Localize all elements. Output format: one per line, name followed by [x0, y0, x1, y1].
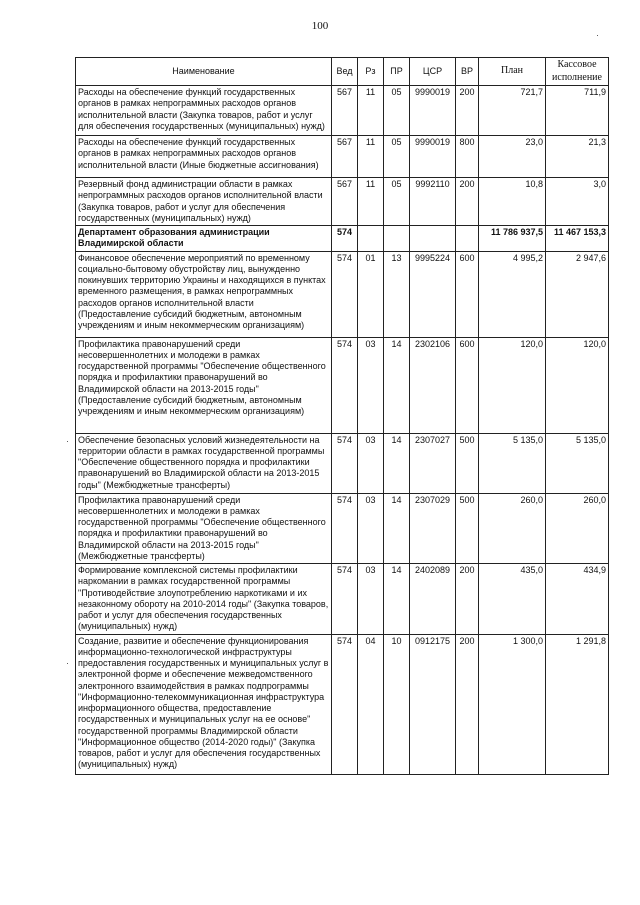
cell-csr: 9995224	[410, 251, 456, 337]
cell-pr: 14	[384, 493, 410, 564]
header-csr: ЦСР	[410, 58, 456, 86]
cell-plan: 4 995,2	[479, 251, 546, 337]
page-number: 100	[311, 20, 329, 32]
table-row	[76, 226, 609, 252]
cell-cash: 434,9	[546, 564, 609, 635]
cell-name: Департамент образования администрации Владимирской области	[76, 226, 332, 252]
cell-rz: 04	[358, 634, 384, 774]
cell-vr: 800	[456, 136, 479, 178]
cell-pr: 13	[384, 251, 410, 337]
cell-vr: 500	[456, 493, 479, 564]
cell-ved: 574	[332, 433, 358, 493]
cell-ved: 574	[332, 634, 358, 774]
budget-table	[75, 57, 609, 775]
cell-name: Резервный фонд администрации области в рамках непрограммных расходов органов исполнительной власти (Закупка товаров, работ и услуг для обеспечения государственных (муниципальных) нужд)	[76, 178, 332, 226]
cell-pr: 05	[384, 178, 410, 226]
table-row	[76, 136, 609, 178]
cell-pr: 14	[384, 337, 410, 433]
cell-name: Финансовое обеспечение мероприятий по временному социально-бытовому обустройству лиц, вынужденно покинувших территорию Украины и находящихся в пунктах временного размещения, в рамках непрограммных расходов органов исполнительной власти (Предоставление субсидий бюджетным, автономным учреждениям и иным некоммерческим организациям)	[76, 251, 332, 337]
cell-name: Расходы на обеспечение функций государственных органов в рамках непрограммных расходов органов исполнительной власти (Иные бюджетные ассигнования)	[76, 136, 332, 178]
cell-ved: 567	[332, 136, 358, 178]
cell-name: Профилактика правонарушений среди несовершеннолетних и молодежи в рамках государственной программы "Обеспечение общественного порядка и профилактики правонарушений во Владимирской области на 2013-2015 годы" (Предоставление субсидий бюджетным, автономным учреждениям и иным некоммерческим организациям)	[76, 337, 332, 433]
cell-csr: 9990019	[410, 136, 456, 178]
cell-plan: 11 786 937,5	[479, 226, 546, 252]
cell-vr: 200	[456, 178, 479, 226]
cell-ved: 574	[332, 251, 358, 337]
cell-plan: 5 135,0	[479, 433, 546, 493]
header-name: Наименование	[76, 58, 332, 86]
table-row	[76, 564, 609, 635]
cell-pr: 05	[384, 86, 410, 136]
table-row	[76, 251, 609, 337]
cell-name: Профилактика правонарушений среди несовершеннолетних и молодежи в рамках государственной программы "Обеспечение общественного порядка и профилактики правонарушений во Владимирской области на 2013-2015 годы" (Межбюджетные трансферты)	[76, 493, 332, 564]
cell-csr: 9990019	[410, 86, 456, 136]
table-header-row	[76, 58, 609, 86]
header-vr: ВР	[456, 58, 479, 86]
cell-vr: 200	[456, 634, 479, 774]
cell-cash: 711,9	[546, 86, 609, 136]
cell-csr: 2307029	[410, 493, 456, 564]
cell-rz: 11	[358, 136, 384, 178]
cell-pr: 10	[384, 634, 410, 774]
cell-plan: 435,0	[479, 564, 546, 635]
cell-vr: 600	[456, 251, 479, 337]
cell-ved: 574	[332, 226, 358, 252]
cell-vr: 200	[456, 564, 479, 635]
cell-ved: 574	[332, 493, 358, 564]
cell-cash: 260,0	[546, 493, 609, 564]
table-row	[76, 493, 609, 564]
cell-cash: 1 291,8	[546, 634, 609, 774]
cell-ved: 567	[332, 86, 358, 136]
cell-pr: 14	[384, 564, 410, 635]
cell-rz: 03	[358, 433, 384, 493]
scan-mark: ·	[66, 658, 69, 668]
cell-name: Расходы на обеспечение функций государственных органов в рамках непрограммных расходов органов исполнительной власти (Закупка товаров, работ и услуг для обеспечения государственных (муниципальных) нужд)	[76, 86, 332, 136]
header-cash: Кассовое исполнение	[546, 58, 609, 86]
cell-pr: 05	[384, 136, 410, 178]
cell-vr: 600	[456, 337, 479, 433]
scan-mark: ·	[596, 30, 599, 40]
cell-pr	[384, 226, 410, 252]
cell-ved: 574	[332, 564, 358, 635]
cell-name: Обеспечение безопасных условий жизнедеятельности на территории области в рамках государственной программы "Обеспечение общественного порядка и профилактики правонарушений во Владимирской области на 2013-2015 годы" (Межбюджетные трансферты)	[76, 433, 332, 493]
header-ved: Вед	[332, 58, 358, 86]
cell-vr: 500	[456, 433, 479, 493]
cell-vr	[456, 226, 479, 252]
scan-mark: ·	[66, 436, 69, 446]
cell-cash: 5 135,0	[546, 433, 609, 493]
cell-csr: 2307027	[410, 433, 456, 493]
cell-ved: 574	[332, 337, 358, 433]
table-row	[76, 433, 609, 493]
cell-cash: 21,3	[546, 136, 609, 178]
cell-rz: 03	[358, 564, 384, 635]
table-row	[76, 634, 609, 774]
cell-rz: 01	[358, 251, 384, 337]
cell-plan: 23,0	[479, 136, 546, 178]
cell-plan: 120,0	[479, 337, 546, 433]
cell-plan: 260,0	[479, 493, 546, 564]
cell-rz: 03	[358, 337, 384, 433]
cell-cash: 3,0	[546, 178, 609, 226]
cell-plan: 10,8	[479, 178, 546, 226]
table-row	[76, 178, 609, 226]
cell-plan: 1 300,0	[479, 634, 546, 774]
cell-vr: 200	[456, 86, 479, 136]
cell-plan: 721,7	[479, 86, 546, 136]
cell-pr: 14	[384, 433, 410, 493]
cell-csr	[410, 226, 456, 252]
header-rz: Рз	[358, 58, 384, 86]
cell-csr: 2302106	[410, 337, 456, 433]
cell-cash: 2 947,6	[546, 251, 609, 337]
header-plan: План	[479, 58, 546, 86]
cell-cash: 120,0	[546, 337, 609, 433]
cell-csr: 0912175	[410, 634, 456, 774]
table-row	[76, 337, 609, 433]
cell-rz: 11	[358, 178, 384, 226]
cell-name: Создание, развитие и обеспечение функционирования информационно-технологической инфраструктуры предоставления государственных и муниципальных услуг в электронной форме и обеспечение межведомственного электронного взаимодействия в рамках подпрограммы "Информационно-телекоммуникационная инфраструктура информационного общества, предоставление государственных и муниципальных услуг на ее основе" государственной программы Владимирской области "Информационное общество (2014-2020 годы)" (Закупка товаров, работ и услуг для обеспечения государственных (муниципальных) нужд)	[76, 634, 332, 774]
cell-rz: 11	[358, 86, 384, 136]
cell-csr: 9992110	[410, 178, 456, 226]
table-row	[76, 86, 609, 136]
cell-rz: 03	[358, 493, 384, 564]
cell-name: Формирование комплексной системы профилактики наркомании в рамках государственной программы "Противодействие злоупотреблению наркотиками и их незаконному обороту на 2010-2014 годы" (Закупка товаров, работ и услуг для обеспечения государственных (муниципальных) нужд)	[76, 564, 332, 635]
header-pr: ПР	[384, 58, 410, 86]
cell-rz	[358, 226, 384, 252]
cell-cash: 11 467 153,3	[546, 226, 609, 252]
cell-csr: 2402089	[410, 564, 456, 635]
cell-ved: 567	[332, 178, 358, 226]
